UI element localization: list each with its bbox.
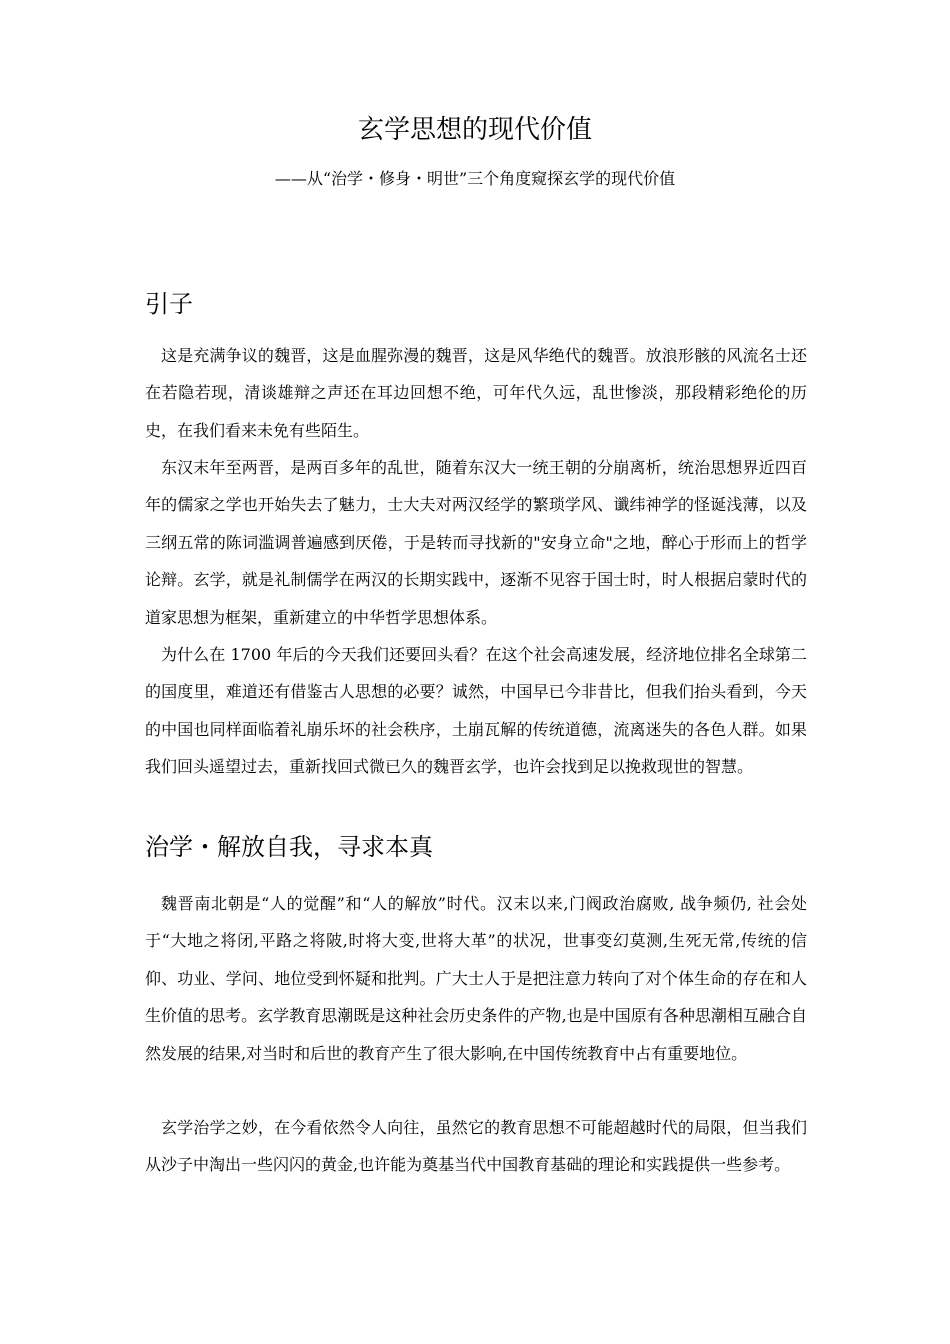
- intro-paragraph-2: 东汉末年至两晋，是两百多年的乱世，随着东汉大一统王朝的分崩离析，统治思想界近四百年的儒家之学也开始失去了魅力，士大夫对两汉经学的繁琐学风、谶纬神学的怪诞浅薄，以及三纲五常的陈词滥调普遍感到厌倦，于是转而寻找新的"安身立命"之地，醉心于形而上的哲学论辩。玄学，就是礼制儒学在两汉的长期实践中，逐渐不见容于国士时，时人根据启蒙时代的道家思想为框架，重新建立的中华哲学思想体系。: [145, 458, 807, 627]
- section-heading-text: 治学・解放自我，寻求本真: [145, 833, 433, 861]
- title-text: 玄学思想的现代价值: [357, 115, 592, 145]
- section-heading-intro: [145, 284, 193, 327]
- document-subtitle: ——从“治学・修身・明世”三个角度窥探玄学的现代价值: [274, 169, 676, 188]
- section-heading-text: 引子: [145, 290, 193, 318]
- scholarship-paragraph-2-text: 玄学治学之妙，在今看依然令人向往，虽然它的教育思想不可能超越时代的局限，但当我们从沙子中淘出一些闪闪的黄金,也许能为奠基当代中国教育基础的理论和实践提供一些参考。: [145, 1118, 807, 1175]
- scholarship-paragraph-2: [145, 1109, 807, 1184]
- scholarship-paragraph-1: 魏晋南北朝是“人的觉醒”和“人的解放”时代。汉末以来,门阀政治腐败, 战争频仍, 社会处于“大地之将闭,平路之将陂,时将大变,世将大革”的状况，世事变幻莫测,生死无常,传统的信仰、功业、学问、地位受到怀疑和批判。广大士人于是把注意力转向了对个体生命的存在和人生价值的思考。玄学教育思潮既是这种社会历史条件的产物,也是中国原有各种思潮相互融合自然发展的结果,对当时和后世的教育产生了很大影响,在中国传统教育中占有重要地位。: [145, 894, 807, 1063]
- intro-paragraph-3: 为什么在 1700 年后的今天我们还要回头看？在这个社会高速发展，经济地位排名全球第二的国度里，难道还有借鉴古人思想的必要？诚然，中国早已今非昔比，但我们抬头看到，今天的中国也同样面临着礼崩乐坏的社会秩序，土崩瓦解的传统道德，流离迷失的各色人群。如果我们回头遥望过去，重新找回式微已久的魏晋玄学，也许会找到足以挽救现世的智慧。: [145, 645, 807, 777]
- section-heading-scholarship: [145, 827, 433, 870]
- document-title: [0, 110, 950, 153]
- intro-paragraph-1: 这是充满争议的魏晋，这是血腥弥漫的魏晋，这是风华绝代的魏晋。放浪形骸的风流名士还在若隐若现，清谈雄辩之声还在耳边回想不绝，可年代久远，乱世惨淡，那段精彩绝伦的历史，在我们看来未免有些陌生。: [145, 346, 807, 440]
